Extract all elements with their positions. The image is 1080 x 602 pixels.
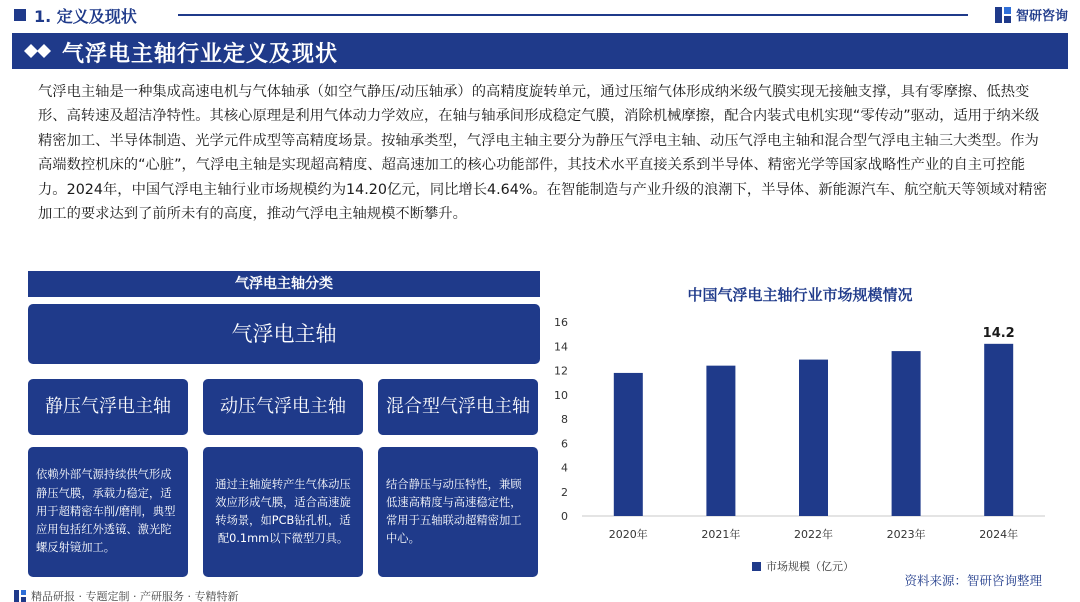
y-tick-label: 6 [561, 437, 568, 451]
top-bar [0, 0, 1080, 30]
y-tick-label: 0 [561, 510, 568, 523]
double-chevron-icon [24, 44, 52, 58]
x-tick-label: 2022年 [794, 528, 833, 541]
legend-label: 市场规模（亿元） [766, 560, 854, 573]
footer-logo-icon [14, 590, 26, 602]
y-tick-label: 4 [561, 461, 568, 475]
legend-swatch [752, 562, 761, 571]
type-dynamic: 动压气浮电主轴 [203, 379, 363, 435]
brand-logo-icon [994, 6, 1012, 24]
section-label: 1. 定义及现状 [34, 7, 137, 26]
title-banner [12, 33, 1068, 69]
classification-root: 气浮电主轴 [28, 304, 540, 364]
y-tick-label: 10 [554, 388, 568, 402]
section-marker [14, 9, 26, 21]
type-dynamic-desc: 通过主轴旋转产生气体动压效应形成气膜，适合高速旋转场景，如PCB钻孔机，适配0.1mm以下微型刀具。 [203, 447, 363, 577]
chart-legend [752, 558, 854, 574]
chart-title: 中国气浮电主轴行业市场规模情况 [687, 286, 913, 304]
top-rule [178, 14, 968, 16]
y-tick-label: 16 [554, 316, 568, 329]
data-label: 14.2 [982, 325, 1015, 341]
market-size-chart [540, 300, 1060, 550]
source-note: 资料来源：智研咨询整理 [904, 573, 1042, 588]
type-hybrid-desc: 结合静压与动压特性，兼顾低速高精度与高速稳定性，常用于五轴联动超精密加工中心。 [378, 447, 538, 577]
x-tick-label: 2021年 [701, 528, 741, 541]
brand-logo [994, 5, 1068, 24]
y-tick-label: 2 [561, 485, 568, 499]
bar [892, 351, 921, 516]
x-tick-label: 2024年 [979, 528, 1019, 541]
type-static: 静压气浮电主轴 [28, 379, 188, 435]
brand-name: 智研咨询 [1015, 9, 1068, 24]
footer [14, 588, 238, 602]
intro-paragraph: 气浮电主轴是一种集成高速电机与气体轴承（如空气静压/动压轴承）的高精度旋转单元，通过压缩气体形成纳米级气膜实现无接触支撑，具有零摩擦、低热变形、高转速及超洁净特性。其核心原理是利用气体动力学效应，在轴与轴承间形成稳定气膜，消除机械摩擦，配合内装式电机实现“零传动”驱动，适用于纳米级精密加工、半导体制造、光学元件成型等高精度场景。按轴承类型，气浮电主轴主要分为静压气浮电主轴、动压气浮电主轴和混合型气浮电主轴三大类型。作为高端数控机床的“心脏”，气浮电主轴是实现超高精度、超高速加工的核心功能部件，其技术水平直接关系到半导体、精密光学等国家战略性产业的自主可控能力。2024年，中国气浮电主轴行业市场规模约为14.20亿元，同比增长4.64%。在智能制造与产业升级的浪潮下，半导体、新能源汽车、航空航天等领域对精密加工的要求达到了前所未有的高度，推动气浮电主轴规模不断攀升。 [38, 84, 1048, 223]
bar [706, 366, 735, 516]
y-tick-label: 12 [554, 364, 568, 378]
type-static-desc: 依赖外部气源持续供气形成静压气膜，承载力稳定，适用于超精密车削/磨削，典型应用包括红外透镜、激光陀螺反射镜加工。 [28, 447, 188, 577]
bar [984, 344, 1013, 516]
bar [799, 360, 828, 516]
x-tick-label: 2020年 [608, 528, 648, 541]
footer-text: 精品研报 · 专题定制 · 产研服务 · 专精特新 [31, 590, 239, 602]
page-title: 气浮电主轴行业定义及现状 [62, 42, 339, 67]
type-hybrid: 混合型气浮电主轴 [378, 379, 538, 435]
classification-title: 气浮电主轴分类 [28, 271, 540, 297]
x-tick-label: 2023年 [886, 528, 926, 541]
bar [614, 373, 643, 516]
y-tick-label: 14 [554, 340, 568, 354]
y-tick-label: 8 [561, 413, 568, 426]
